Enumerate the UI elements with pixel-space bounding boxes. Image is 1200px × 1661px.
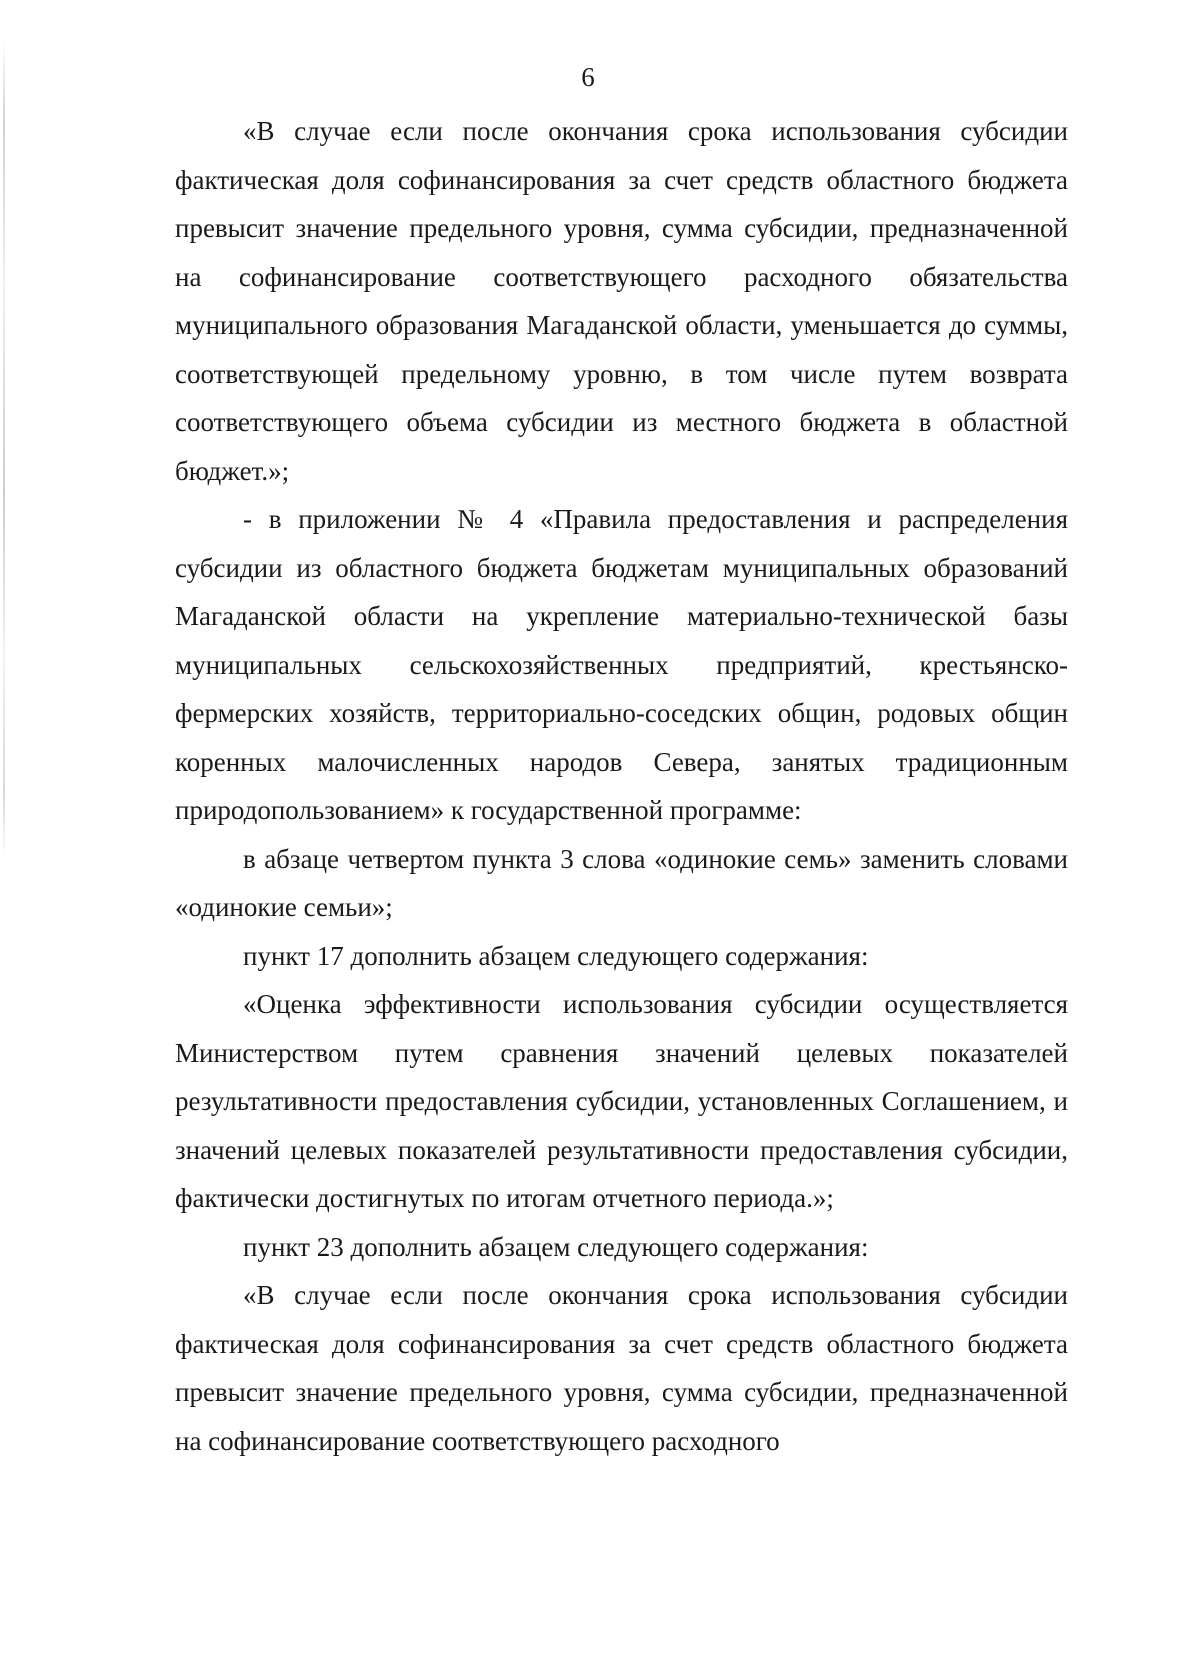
paragraph-item-17-addition: пункт 17 дополнить абзацем следующего содержания:: [243, 940, 869, 971]
paragraph-item-3-amendment: в абзаце четвертом пункта 3 слова «одинокие семь» заменить словами «одинокие семьи»;: [175, 843, 1068, 922]
paragraph-appendix-4-rules: - в приложении № 4 «Правила предоставления и распределения субсидии из областного бюджета бюджетам муниципальных образований Магаданской области на укрепление материально-технической базы муниципальных сельскохозяйственных предприятий, крестьянско-фермерских хозяйств, территориально-соседских общин, родовых общин коренных малочисленных народов Севера, занятых традиционным природопользованием» к государственной программе:: [175, 504, 1068, 825]
page-number: 6: [581, 62, 595, 92]
paragraph-item-23-addition: пункт 23 дополнить абзацем следующего содержания:: [243, 1231, 869, 1262]
paragraph-subsidy-return-clause: «В случае если после окончания срока использования субсидии фактическая доля софинансирования за счет средств областного бюджета превысит значение предельного уровня, сумма субсидии, предназначенной на софинансирование соответствующего расходного обязательства муниципального образования Магаданской области, уменьшается до суммы, соответствующей предельному уровню, в том числе путем возврата соответствующего объема субсидии из местного бюджета в областной бюджет.»;: [175, 116, 1068, 486]
scan-edge-shadow: [3, 40, 5, 860]
document-body: [175, 107, 1068, 1465]
paragraph-efficiency-evaluation: «Оценка эффективности использования субсидии осуществляется Министерством путем сравнения значений целевых показателей результативности предоставления субсидии, установленных Соглашением, и значений целевых показателей результативности предоставления субсидии, фактически достигнутых по итогам отчетного периода.»;: [175, 989, 1068, 1213]
paragraph-subsidy-limit-clause: «В случае если после окончания срока использования субсидии фактическая доля софинансирования за счет средств областного бюджета превысит значение предельного уровня, сумма субсидии, предназначенной на софинансирование соответствующего расходного: [175, 1280, 1068, 1456]
